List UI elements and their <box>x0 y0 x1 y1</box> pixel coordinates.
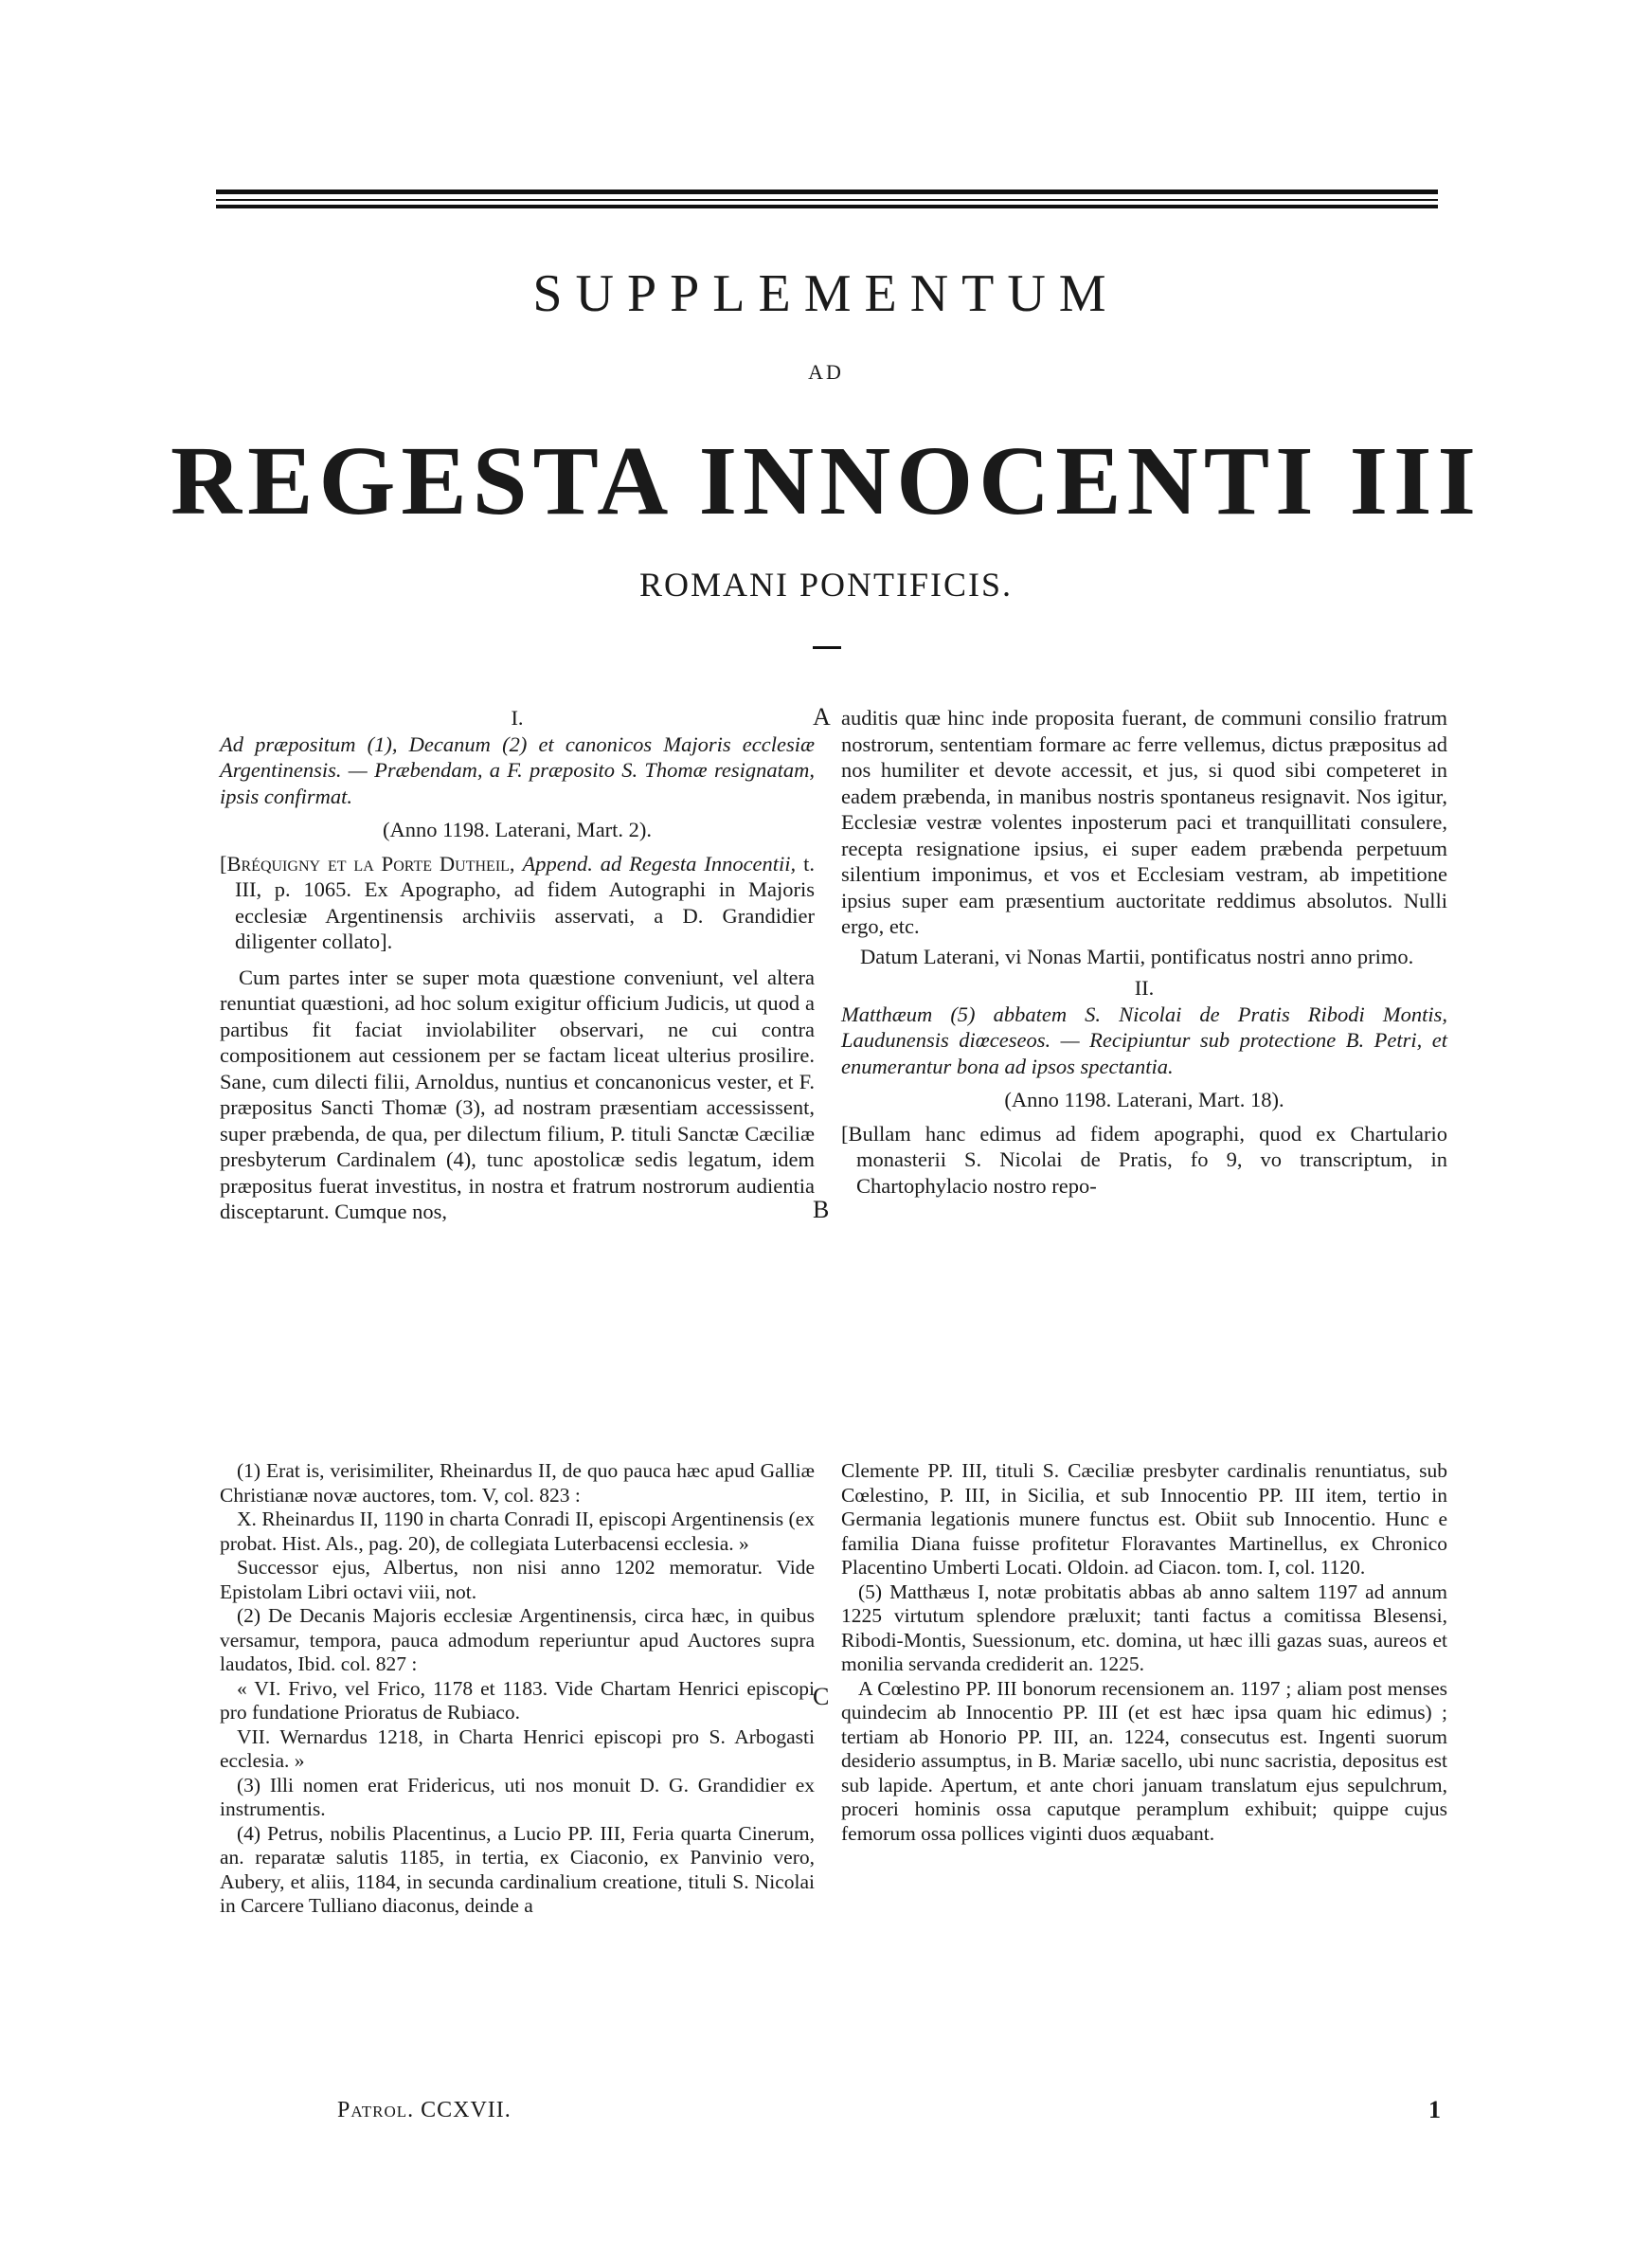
note-left: X. Rheinardus II, 1190 in charta Conradi II, episcopi Argentinensis (ex probat. Hist. Als., pag. 20), de collegiata Luterbacensi ecclesia. » <box>220 1508 815 1555</box>
note-left: (2) De Decanis Majoris ecclesiæ Argentinensis, circa hæc, in quibus versamur, tempora, pauca admodum reperiuntur apud Auctores supra laudatos, Ibid. col. 827 : <box>220 1604 815 1675</box>
note-left: (3) Illi nomen erat Fridericus, uti nos monuit D. G. Grandidier ex instrumentis. <box>220 1773 815 1820</box>
doc1-datum: Datum Laterani, vi Nonas Martii, pontificatus nostri anno primo. <box>860 944 1414 968</box>
note-right: Clemente PP. III, tituli S. Cæciliæ presbyter cardinalis renuntiatus, sub Cœlestino, P. III, in Sicilia, et sub Innocentio PP. III item, tertio in Germania legationis munere functus est. Obiit sub Innocentio. Hunc e familia Diana fuisse profitetur Floravantes Martinellus, ex Chronico Placentino Umberti Locati. Oldoin. ad Ciacon. tom. I, col. 1120. <box>841 1459 1447 1579</box>
top-rule-thin <box>216 199 1438 201</box>
doc2-summary: Matthæum (5) abbatem S. Nicolai de Pratis Ribodi Montis, Laudunensis diœceseos. — Recipiuntur sub protectione B. Petri, et enumerantur bona ad ipsos spectantia. <box>841 1002 1447 1078</box>
title-supplementum: SUPPLEMENTUM <box>532 264 1120 323</box>
doc2-date: (Anno 1198. Laterani, Mart. 18). <box>1004 1088 1284 1111</box>
title-dash <box>813 646 841 649</box>
note-left: Successor ejus, Albertus, non nisi anno 1202 memoratur. Vide Epistolam Libri octavi viii, not. <box>220 1556 815 1603</box>
note-left: (1) Erat is, verisimiliter, Rheinardus II, de quo pauca hæc apud Galliæ Christianæ novæ auctores, tom. V, col. 823 : <box>220 1459 815 1507</box>
footnotes-left <box>220 1459 815 1919</box>
top-rule-lower <box>216 205 1438 208</box>
doc1-text-left: Cum partes inter se super mota quæstione conveniunt, vel altera renuntiat quæstioni, ad hoc solum exigitur officium Judicis, ut quod a partibus fit faciat inviolabiliter observari, ne cui contra compositionem aut cessionem per se factam liceat ulterius prosilire. Sane, cum dilecti filii, Arnoldus, nuntius et concanonicus vester, et F. præpositus Sancti Thomæ (3), ad nostram præsentiam accessissent, super præbenda, de qua, per dilectum filium, P. tituli Sanctæ Cæciliæ presbyterum Cardinalem (4), tunc apostolicæ sedis legatum, idem præpositus fuerat investitus, in nostra et fratrum nostrorum audientia disceptarunt. Cumque nos, <box>220 965 815 1223</box>
left-column <box>220 705 815 1225</box>
note-left: VII. Wernardus 1218, in Charta Henrici episcopi pro S. Arbogasti ecclesia. » <box>220 1724 815 1772</box>
title-regesta: REGESTA INNOCENTI III <box>170 426 1481 535</box>
doc1-date: (Anno 1198. Laterani, Mart. 2). <box>382 818 653 841</box>
note-left: (4) Petrus, nobilis Placentinus, a Lucio PP. III, Feria quarta Cinerum, an. reparatæ salutis 1185, in tertia, ex Ciaconio, ex Panvinio vero, Aubery, et aliis, 1184, in secunda cardinalium creatione, tituli S. Nicolai in Carcere Tulliano diaconus, deinde a <box>220 1821 815 1917</box>
doc2-source: [Bullam hanc edimus ad fidem apographi, quod ex Chartulario monasterii S. Nicolai de Pratis, fo 9, vo transcriptum, in Chartophylacio nostro repo- <box>841 1121 1447 1198</box>
note-right: (5) Matthæus I, notæ probitatis abbas ab anno saltem 1197 ad annum 1225 virtutum splendore præluxit; tanti factus a comitissa Blesensi, Ribodi-Montis, Suessionum, etc. domina, ut hæc illi gazas suas, aureos et monilia servanda crediderit an. 1225. <box>841 1580 1447 1675</box>
title-romani: ROMANI PONTIFICIS. <box>638 566 1014 604</box>
doc1-source-work: Append. ad Regesta Innocentii, <box>522 851 797 876</box>
doc1-text-right: auditis quæ hinc inde proposita fuerant, de communi consilio fratrum nostrorum, sententiam formare ac ferre vellemus, dictus præpositus ad nos humiliter et devote accessit, et jus, si quod sibi competeret in eadem præbenda, in manibus nostris spontaneus resignavit. Nos igitur, Ecclesiæ vestræ volentes inposterum paci et tranquillitati consulere, recepta resignatione ipsius, ei super eadem præbenda perpetuum silentium imponimus, et vos et Ecclesiam vestram, ab impetitione ipsius super eam præsentium auctoritate reddimus absolutos. Nulli ergo, etc. <box>841 706 1447 938</box>
doc2-number: II. <box>1134 976 1155 1000</box>
footer-patrol: Patrol. CCXVII. <box>337 2098 512 2122</box>
margin-letter-c: C <box>813 1683 830 1710</box>
note-left: « VI. Frivo, vel Frico, 1178 et 1183. Vide Chartam Henrici episcopi pro fundatione Prioratus de Rubiaco. <box>220 1676 815 1724</box>
footer-page-number: 1 <box>1428 2096 1441 2123</box>
right-column <box>841 705 1447 1199</box>
doc1-number: I. <box>511 706 524 730</box>
note-right: A Cœlestino PP. III bonorum recensionem an. 1197 ; aliam post menses quindecim ab Innocentio PP. III (et est hæc ipsa quam hic edimus) ; tertiam ab Honorio PP. III, an. 1224, consecutus est. Ingenti suorum desiderio assumptus, in B. Mariæ sacello, ubi nunc sacristia, depositus est sub lapide. Apertum, et ante chori januam translatum ejus sepulchrum, proceri hominis ossa caputque peramplum exhibuit; quippe cujus femorum ossa pollices viginti duos æquabant. <box>841 1676 1447 1845</box>
title-ad: AD <box>808 360 844 384</box>
margin-letter-a: A <box>813 703 831 731</box>
top-rule-thick <box>216 190 1438 194</box>
doc1-source <box>220 851 815 955</box>
doc1-source-authors: [Bréquigny et la Porte Dutheil, <box>220 851 515 876</box>
doc1-summary: Ad præpositum (1), Decanum (2) et canonicos Majoris ecclesiæ Argentinensis. — Præbendam, a F. præposito S. Thomæ resignatam, ipsis confirmat. <box>220 731 815 808</box>
doc1-source-detail: t. III, p. 1065. Ex Apographo, ad fidem Autographi in Majoris ecclesiæ Argentinensis archiviis asservati, a D. Grandidier diligenter collato]. <box>235 851 815 953</box>
margin-letter-b: B <box>813 1196 830 1223</box>
footnotes-right <box>841 1459 1447 1846</box>
